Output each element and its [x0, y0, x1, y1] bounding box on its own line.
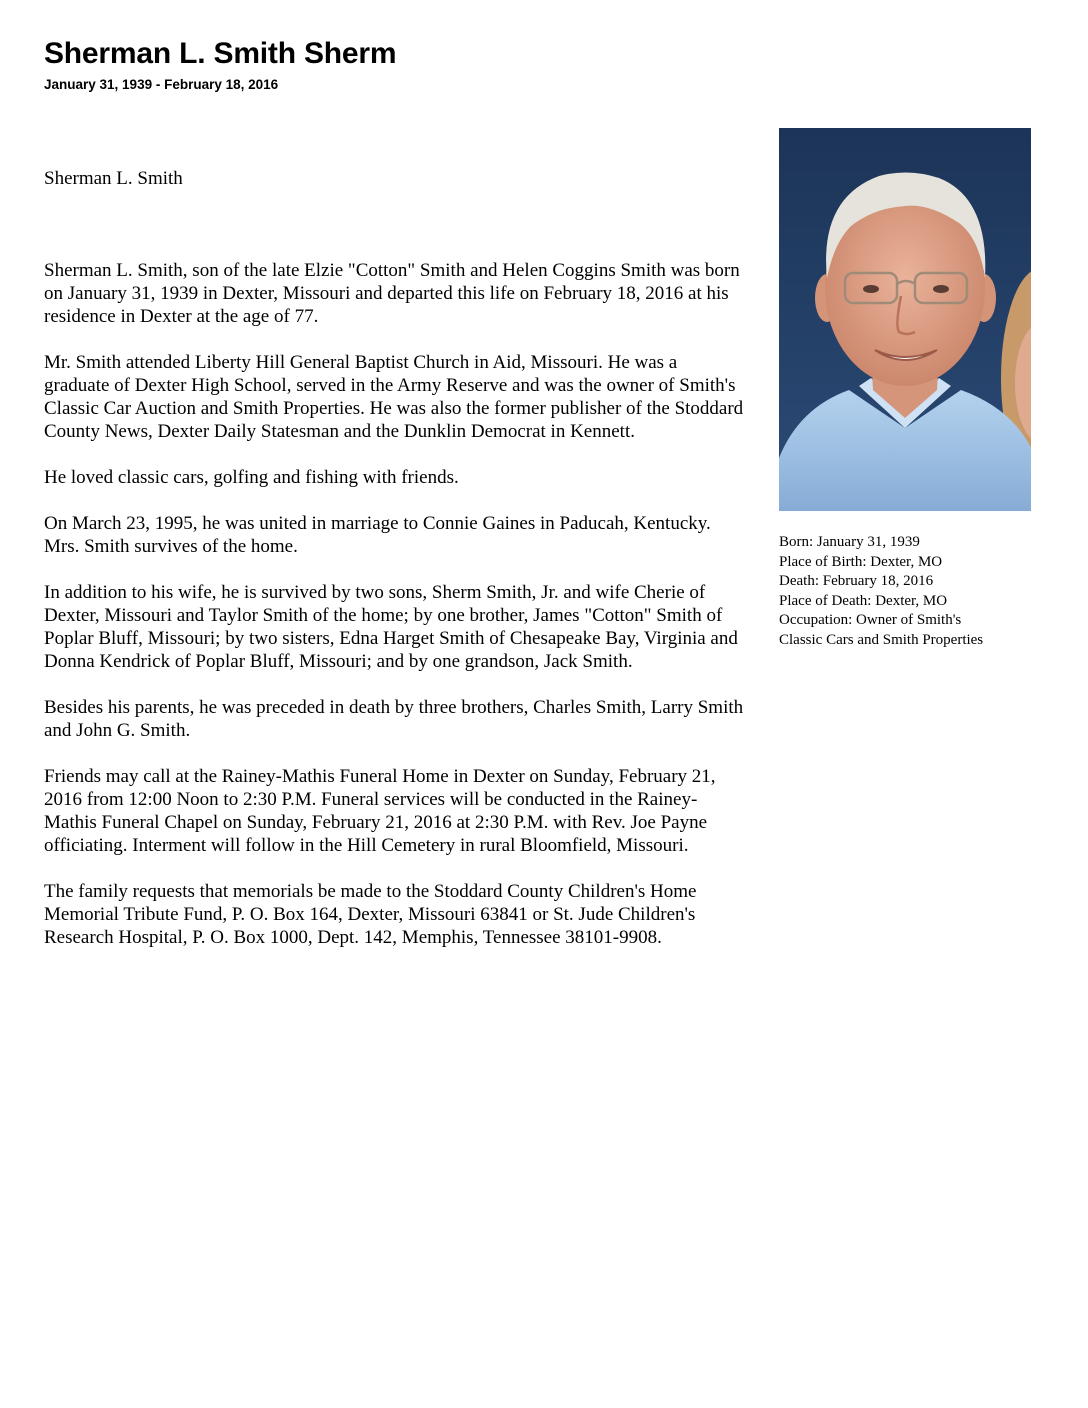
- portrait-illustration: [779, 128, 1031, 511]
- vital-facts: [779, 533, 1049, 650]
- page-title: Sherman L. Smith Sherm: [44, 37, 397, 70]
- obituary-body: [44, 167, 744, 972]
- fact-occupation: Occupation: Owner of Smith's: [779, 612, 962, 628]
- paragraph-memorials: The family requests that memorials be made to the Stoddard County Children's Home Memorial Tribute Fund, P. O. Box 164, Dexter, Missouri 63841 or St. Jude Children's Research Hospital, P. O. Box 1000, Dept. 142, Memphis, Tennessee 38101-9908.: [44, 881, 697, 948]
- fact-occupation-continued: Classic Cars and Smith Properties: [779, 631, 984, 648]
- paragraph-services: Friends may call at the Rainey-Mathis Funeral Home in Dexter on Sunday, February 21, 2016 from 12:00 Noon to 2:30 P.M. Funeral services will be conducted in the Rainey-Mathis Funeral Chapel on Sunday, February 21, 2016 at 2:30 P.M. with Rev. Joe Payne officiating. Interment will follow in the Hill Cemetery in rural Bloomfield, Missouri.: [44, 766, 716, 856]
- deceased-name: Sherman L. Smith: [44, 168, 183, 189]
- paragraph-birth-death: Sherman L. Smith, son of the late Elzie "Cotton" Smith and Helen Coggins Smith was born on January 31, 1939 in Dexter, Missouri and departed this life on February 18, 2016 at his residence in Dexter at the age of 77.: [44, 260, 740, 327]
- obituary-paragraphs: [44, 259, 744, 949]
- life-dates: January 31, 1939 - February 18, 2016: [44, 77, 279, 92]
- page-header: [44, 36, 744, 94]
- fact-place-of-death: Place of Death: Dexter, MO: [779, 592, 948, 609]
- paragraph-hobbies: He loved classic cars, golfing and fishing with friends.: [44, 467, 459, 488]
- paragraph-marriage: On March 23, 1995, he was united in marriage to Connie Gaines in Paducah, Kentucky. Mrs. Smith survives of the home.: [44, 513, 711, 557]
- paragraph-preceded: Besides his parents, he was preceded in death by three brothers, Charles Smith, Larry Smith and John G. Smith.: [44, 697, 744, 741]
- portrait-photo: [779, 128, 1031, 511]
- fact-death: Death: February 18, 2016: [779, 573, 934, 589]
- fact-born: Born: January 31, 1939: [779, 534, 920, 550]
- left-eye: [863, 285, 879, 293]
- fact-place-of-birth: Place of Birth: Dexter, MO: [779, 553, 943, 570]
- paragraph-career: Mr. Smith attended Liberty Hill General Baptist Church in Aid, Missouri. He was a graduate of Dexter High School, served in the Army Reserve and was the owner of Smith's Classic Car Auction and Smith Properties. He was also the former publisher of the Stoddard County News, Dexter Daily Statesman and the Dunklin Democrat in Kennett.: [44, 352, 744, 442]
- paragraph-survivors: In addition to his wife, he is survived by two sons, Sherm Smith, Jr. and wife Cherie of Dexter, Missouri and Taylor Smith of the home; by one brother, James "Cotton" Smith of Poplar Bluff, Missouri; by two sisters, Edna Harget Smith of Chesapeake Bay, Virginia and Donna Kendrick of Poplar Bluff, Missouri; and by one grandson, Jack Smith.: [44, 582, 738, 672]
- right-eye: [933, 285, 949, 293]
